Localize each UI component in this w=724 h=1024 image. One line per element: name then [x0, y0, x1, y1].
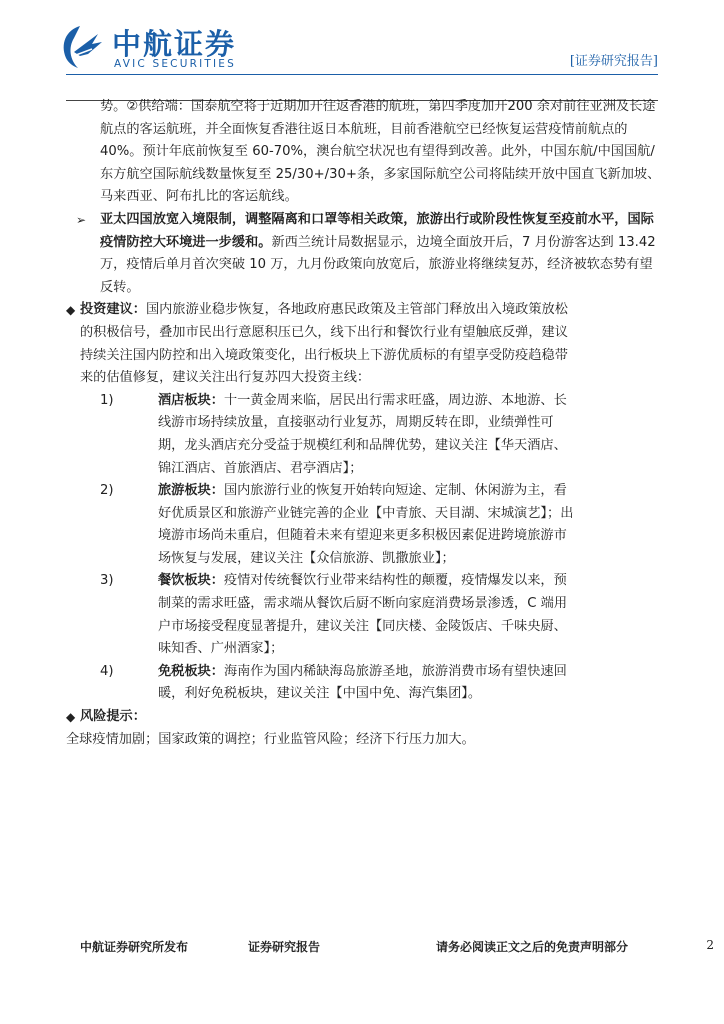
footer-report-type: 证券研究报告	[248, 940, 321, 954]
list-item-title: 酒店板块：	[158, 392, 224, 408]
header-divider	[66, 74, 658, 75]
asia-pacific-bullet	[66, 209, 662, 299]
list-item	[66, 661, 662, 706]
report-body	[66, 96, 662, 751]
list-item-text: 疫情对传统餐饮行业带来结构性的颠覆，疫情爆发以来，预制菜的需求旺盛，需求端从餐饮后厨不断向家庭消费场景渗透，C 端用户市场接受程度显著提升，建议关注【同庆楼、金陵饭店、千味央厨、味知香、广州酒家】；	[158, 573, 568, 657]
risk-warning-text: 全球疫情加剧；国家政策的调控；行业监管风险；经济下行压力加大。	[66, 731, 475, 747]
list-item-number: 2)	[100, 483, 114, 499]
list-item-number: 4)	[100, 663, 114, 679]
page-footer	[80, 938, 714, 960]
investment-advice	[66, 299, 662, 389]
footer-disclaimer-note: 请务必阅读正文之后的免责声明部分	[436, 940, 629, 954]
diamond-bullet-icon: ◆	[66, 710, 76, 725]
list-item	[66, 570, 662, 660]
page-number: 2	[706, 938, 714, 952]
footer-publisher: 中航证券研究所发布	[80, 940, 189, 954]
list-item-text: 国内旅游行业的恢复开始转向短途、定制、休闲游为主，看好优质景区和旅游产业链完善的企业【中青旅、天目湖、宋城演艺】；出境游市场尚未重启，但随着未来有望迎来更多积极因素促进跨境旅游市场恢复与发展，建议关注【众信旅游、凯撒旅业】；	[158, 483, 574, 566]
list-item-title: 餐饮板块：	[158, 573, 224, 589]
list-item-title: 旅游板块：	[158, 483, 224, 499]
list-item-text: 海南作为国内稀缺海岛旅游圣地，旅游消费市场有望快速回暖，利好免税板块，建议关注【中国中免、海汽集团】。	[158, 663, 567, 702]
list-item-number: 3)	[100, 573, 114, 589]
asia-pacific-text: 新西兰统计局数据显示，边境全面放开后，7 月份游客达到 13.42 万，疫情后单月首次突破 10 万，九月份政策向放宽后，旅游业将继续复苏，经济被软态势有望反转。	[100, 234, 656, 295]
list-item	[66, 390, 662, 480]
risk-warning-heading	[66, 706, 662, 729]
company-logo	[58, 22, 258, 74]
avic-wing-logo-icon	[58, 22, 102, 70]
asia-pacific-heading: 亚太四国放宽入境限制，调整隔离和口罩等相关政策，旅游出行或阶段性恢复至疫前水平，国际疫情防控大环境进一步缓和。	[100, 211, 654, 250]
investment-advice-title: 投资建议：	[80, 302, 146, 318]
list-item	[66, 480, 662, 570]
list-item-title: 免税板块：	[158, 663, 224, 679]
list-item-text: 十一黄金周来临，居民出行需求旺盛，周边游、本地游、长线游市场持续放量，直接驱动行业复苏，周期反转在即，业绩弹性可期，龙头酒店充分受益于规模红利和品牌优势，建议关注【华天酒店、锦江酒店、首旅酒店、君亭酒店】；	[158, 392, 567, 476]
logo-chinese-name: 中航证券	[112, 27, 237, 61]
arrow-bullet-icon: ➢	[76, 212, 87, 227]
report-type-tag: [证券研究报告]	[569, 54, 658, 69]
list-item-number: 1)	[100, 392, 114, 408]
diamond-bullet-icon: ◆	[66, 303, 76, 318]
investment-advice-text: 国内旅游业稳步恢复，各地政府惠民政策及主管部门释放出入境政策放松的积极信号，叠加市民出行意愿积压已久，线下出行和餐饮行业有望触底反弹，建议持续关注国内防控和出入境政策变化，出行板块上下游优质标的有望享受防疫趋稳带来的估值修复，建议关注出行复苏四大投资主线：	[80, 302, 568, 386]
risk-warning-title: 风险提示：	[80, 709, 146, 725]
logo-english-name: AVIC SECURITIES	[114, 58, 236, 70]
supply-side-paragraph: 势。②供给端：国泰航空将于近期加开往返香港的航班，第四季度加开200 余对前往亚洲及长途航点的客运航班，并全面恢复香港往返日本航班，目前香港航空已经恢复运营疫情前航点的 40%。预计年底前恢复至 60-70%，澳台航空状况也有望得到改善。此外，中国东航/中国国航/东方航空国际航线数量恢复至 25/30+/30+条，多家国际航空公司将陆续开放中国直飞新加坡、马来西亚、阿布扎比的客运航线。	[100, 99, 661, 205]
